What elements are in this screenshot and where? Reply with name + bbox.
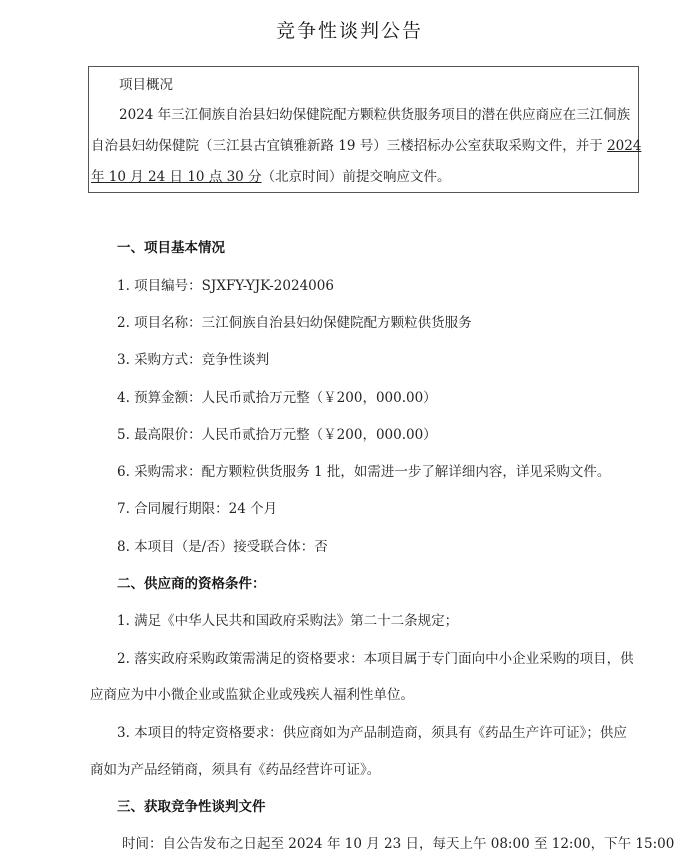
qualification-1: 1. 满足《中华人民共和国政府采购法》第二十二条规定；	[117, 613, 459, 629]
page-title: 竞争性谈判公告	[275, 20, 423, 42]
budget-amount: 4. 预算金额：人民币贰拾万元整（￥200，000.00）	[117, 390, 437, 406]
qualification-2-line-1: 2. 落实政府采购政策需满足的资格要求：本项目属于专门面向中小企业采购的项目，供	[117, 651, 634, 667]
max-price: 5. 最高限价：人民币贰拾万元整（￥200，000.00）	[117, 427, 437, 443]
overview-deadline-date: 年 10 月 24 日 10 点 30 分	[91, 169, 262, 185]
overview-deadline-year: 2024	[607, 138, 642, 154]
overview-line-1: 2024 年三江侗族自治县妇幼保健院配方颗粒供货服务项目的潜在供应商应在三江侗族	[119, 107, 631, 123]
overview-line-2-text: 自治县妇幼保健院（三江县古宜镇雅新路 19 号）三楼招标办公室获取采购文件，并于	[91, 138, 608, 154]
overview-line-3	[91, 168, 451, 186]
overview-line-2	[91, 137, 641, 155]
overview-line-3-text: （北京时间）前提交响应文件。	[261, 169, 451, 185]
qualification-3-line-2: 商如为产品经销商，须具有《药品经营许可证》。	[90, 762, 381, 778]
procurement-requirement: 6. 采购需求：配方颗粒供货服务 1 批，如需进一步了解详细内容，详见采购文件。	[117, 464, 611, 480]
overview-heading: 项目概况	[119, 77, 173, 93]
contract-period: 7. 合同履行期限：24 个月	[117, 501, 278, 517]
section-3-heading: 三、获取竞争性谈判文件	[117, 799, 266, 815]
project-name: 2. 项目名称：三江侗族自治县妇幼保健院配方颗粒供货服务	[117, 315, 472, 331]
procurement-method: 3. 采购方式：竞争性谈判	[117, 352, 270, 368]
section-2-heading: 二、供应商的资格条件：	[117, 576, 266, 592]
acquisition-time: 时间：自公告发布之日起至 2024 年 10 月 23 日，每天上午 08:00 至 12:00，下午 15:00	[122, 836, 675, 852]
project-number: 1. 项目编号：SJXFY-YJK-2024006	[117, 278, 334, 294]
qualification-2-line-2: 应商应为中小微企业或监狱企业或残疾人福利性单位。	[90, 687, 414, 703]
qualification-3-line-1: 3. 本项目的特定资格要求：供应商如为产品制造商，须具有《药品生产许可证》；供应	[117, 725, 627, 741]
project-overview-box	[88, 66, 642, 193]
section-1-heading: 一、项目基本情况	[117, 240, 225, 256]
consortium-acceptance: 8. 本项目（是/否）接受联合体：否	[117, 539, 328, 555]
